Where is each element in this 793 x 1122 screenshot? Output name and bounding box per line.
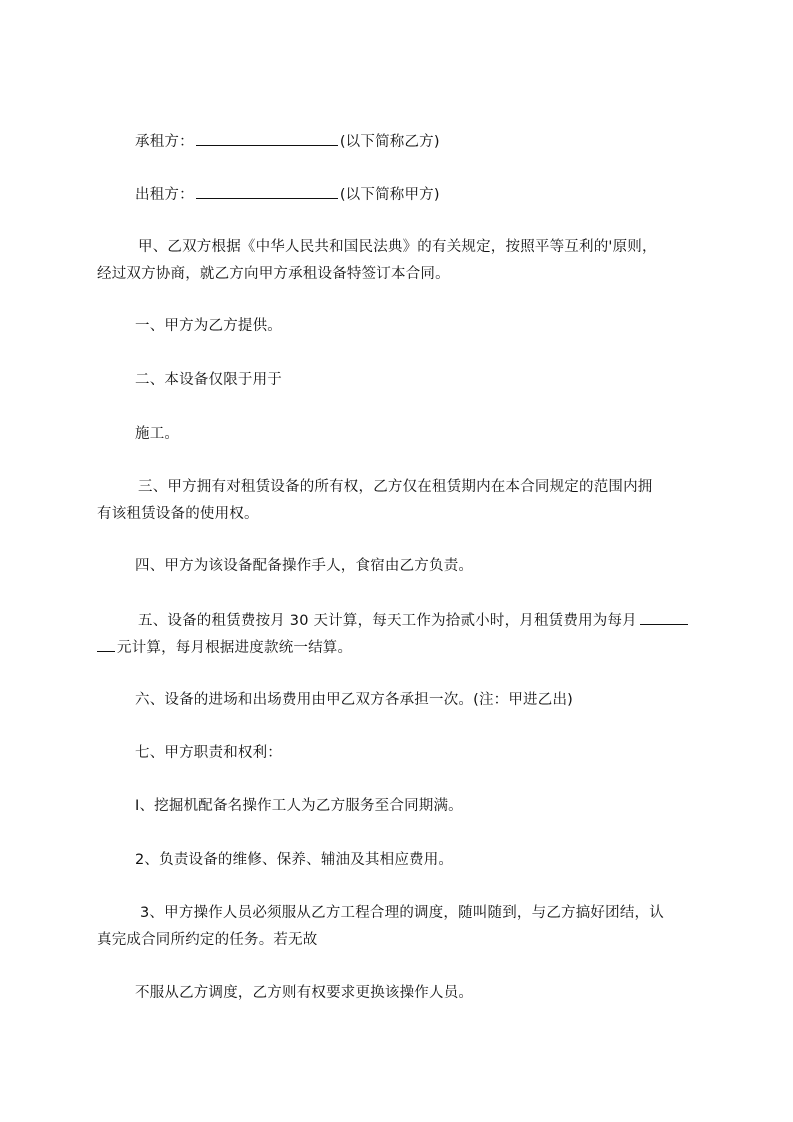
- lessee-blank[interactable]: [196, 131, 338, 146]
- clause-5-line-2: [97, 637, 352, 658]
- clause-3-line-1: 三、甲方拥有对租赁设备的所有权，乙方仅在租赁期内在本合同规定的范围内拥: [138, 479, 653, 495]
- clause-2-cont: 施工。: [135, 426, 180, 442]
- clause-7-item-3-line-1: 3、甲方操作人员必须服从乙方工程合理的调度，随叫随到，与乙方搞好团结，认: [140, 905, 664, 921]
- lessee-alias: (以下简称乙方): [339, 134, 440, 150]
- lessee-line: [135, 131, 440, 152]
- clause-4: 四、甲方为该设备配备操作手人，食宿由乙方负责。: [135, 558, 474, 574]
- clause-6: 六、设备的进场和出场费用由甲乙双方各承担一次。(注：甲进乙出): [135, 692, 574, 708]
- clause-5-text: 五、设备的租赁费按月 30 天计算，每天工作为拾贰小时，月租赁费用为每月: [138, 613, 637, 629]
- clause-7-item-3-cont: 不服从乙方调度，乙方则有权要求更换该操作人员。: [135, 985, 474, 1001]
- monthly-fee-blank-b[interactable]: [97, 637, 115, 652]
- clause-5-line-1: [138, 610, 690, 631]
- monthly-fee-blank-a[interactable]: [640, 610, 688, 625]
- clause-5-text-cont: 元计算，每月根据进度款统一结算。: [117, 640, 353, 656]
- clause-2: 二、本设备仅限于用于: [135, 372, 282, 388]
- clause-7-item-3-line-2: 真完成合同所约定的任务。若无故: [97, 932, 318, 948]
- lessor-alias: (以下简称甲方): [339, 187, 440, 203]
- clause-1: 一、甲方为乙方提供。: [135, 318, 282, 334]
- clause-7: 七、甲方职责和权利：: [135, 745, 282, 761]
- lessee-label: 承租方：: [135, 134, 194, 150]
- preamble-line-1: 甲、乙双方根据《中华人民共和国民法典》的有关规定，按照平等互利的'原则，: [138, 239, 657, 255]
- lessor-line: [135, 184, 440, 205]
- lessor-blank[interactable]: [196, 184, 338, 199]
- clause-7-item-2: 2、负责设备的维修、保养、辅油及其相应费用。: [135, 852, 454, 868]
- lessor-label: 出租方：: [135, 187, 194, 203]
- clause-3-line-2: 有该租赁设备的使用权。: [97, 506, 259, 522]
- clause-7-item-1: I、挖掘机配备名操作工人为乙方服务至合同期满。: [135, 798, 463, 814]
- preamble-line-2: 经过双方协商，就乙方向甲方承租设备特签订本合同。: [97, 266, 450, 282]
